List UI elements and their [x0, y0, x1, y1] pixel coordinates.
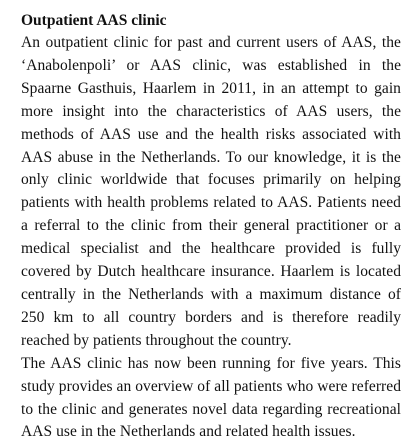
document-section [21, 10, 401, 444]
paragraph-2: The AAS clinic has now been running for five years. This study provides an overview of all patients who were referred to the clinic and generates novel data regarding recreational AAS use in the Netherlands and related health issues. [21, 354, 401, 441]
paragraph-1: An outpatient clinic for past and current users of AAS, the ‘Anabolenpoli’ or AAS clinic, was established in the Spaarne Gasthuis, Haarlem in 2011, in an attempt to gain more insight into the characteristics of AAS users, the methods of AAS use and the health risks associated with AAS abuse in the Netherlands. To our knowledge, it is the only clinic worldwide that focuses primarily on helping patients with health problems related to AAS. Patients need a referral to the clinic from their general practitioner or a medical specialist and the healthcare provided is fully covered by Dutch healthcare insurance. Haarlem is located centrally in the Netherlands with a maximum distance of 250 km to all country borders and is therefore readily reached by patients throughout the country. [21, 34, 401, 349]
section-heading: Outpatient AAS clinic [21, 12, 167, 29]
